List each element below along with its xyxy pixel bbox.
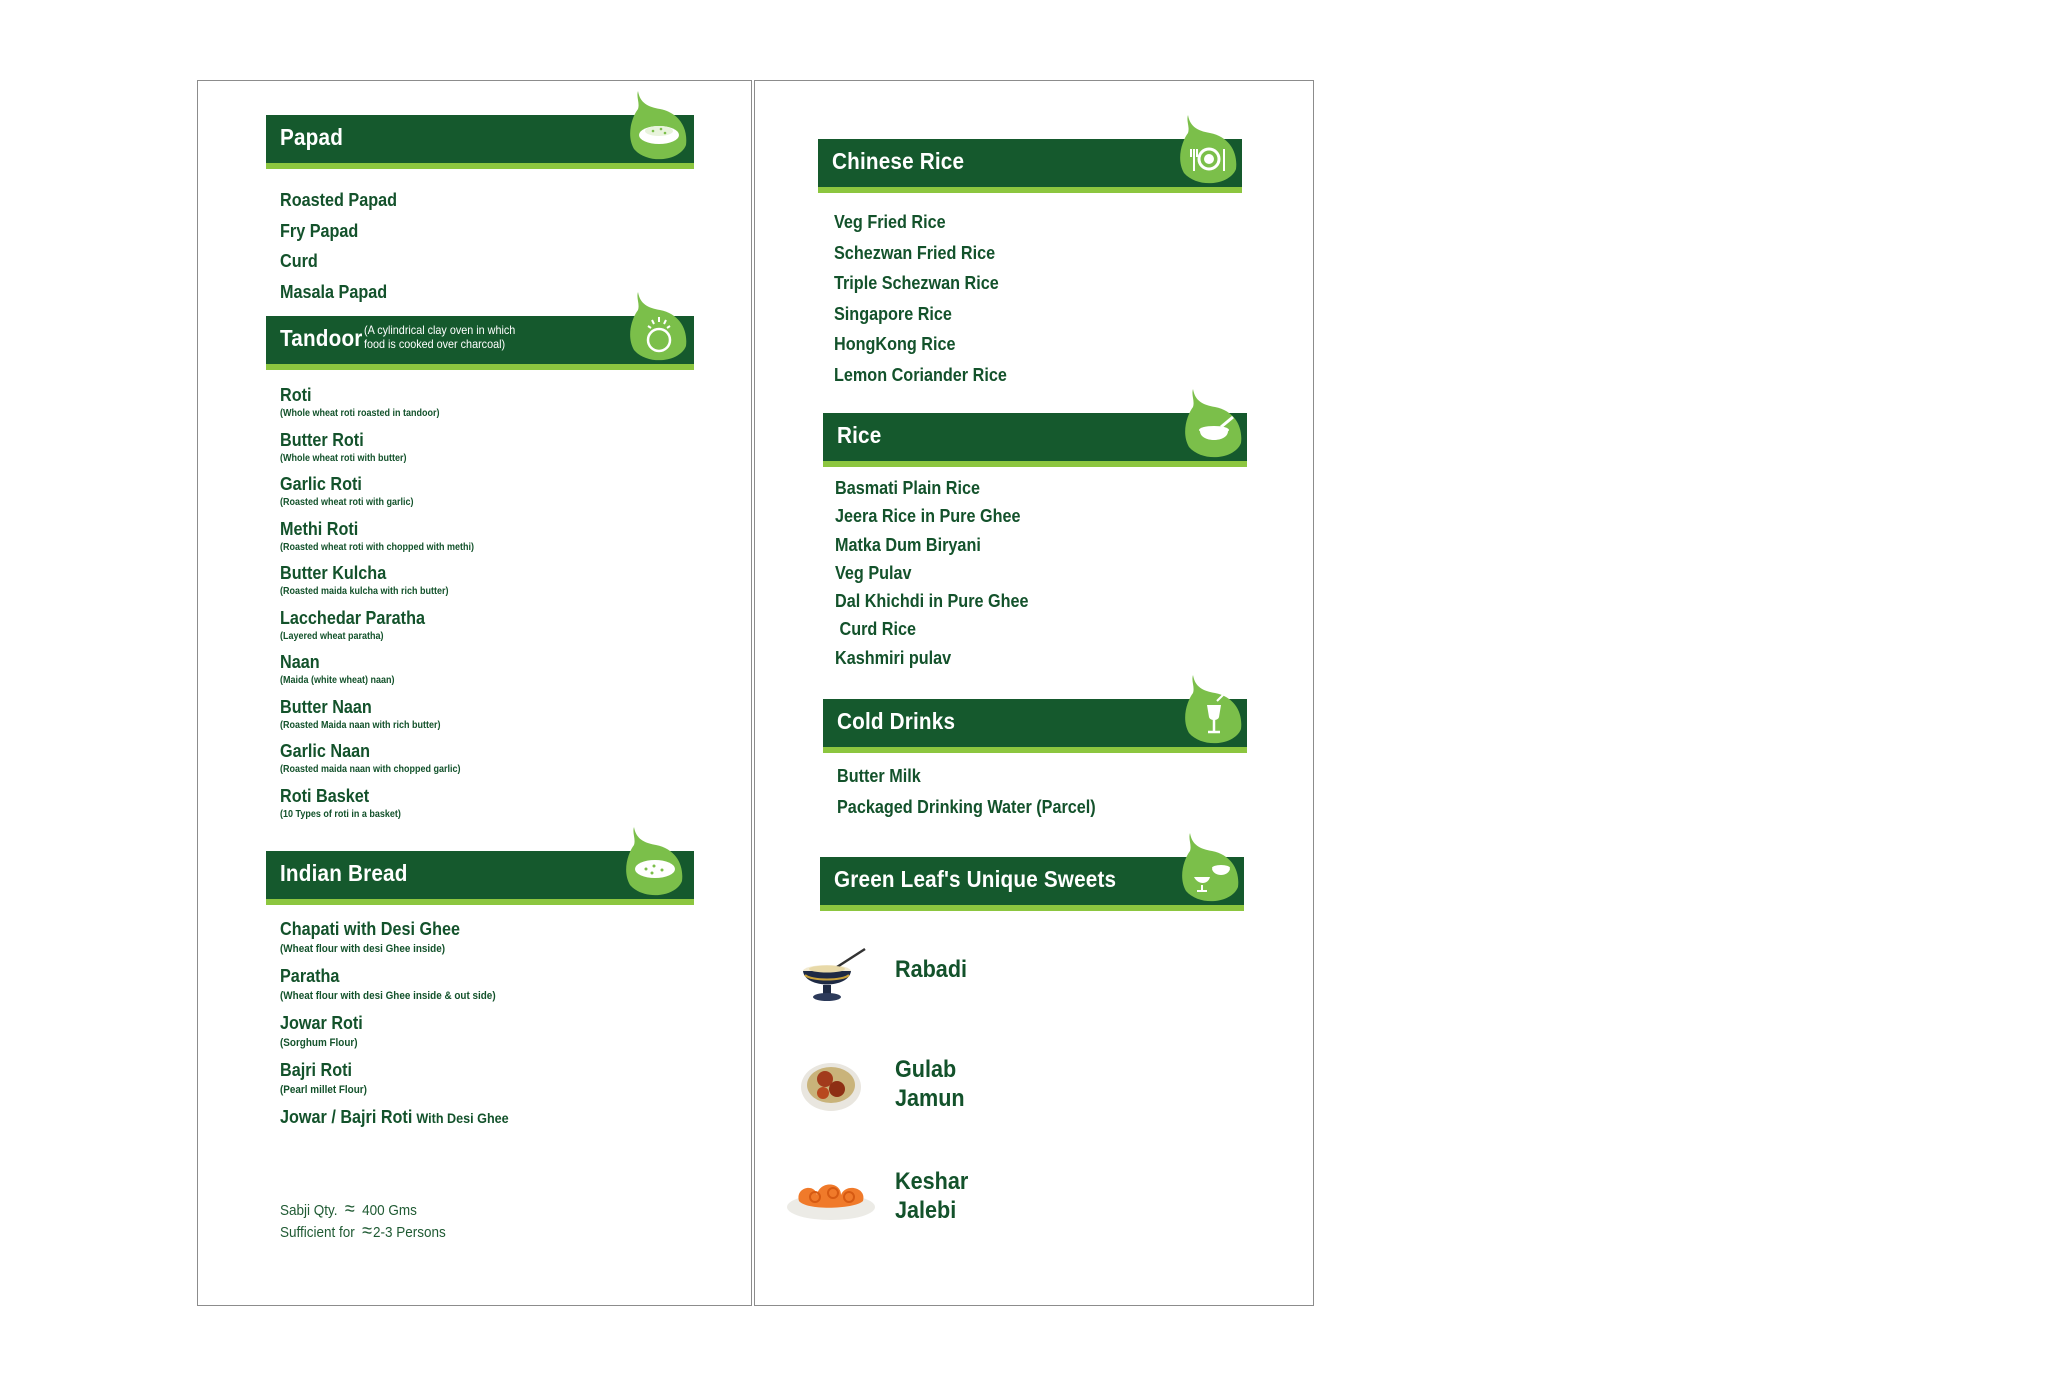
sweet-name: Keshar Jalebi [895,1168,969,1224]
menu-item: Masala Papad [280,281,388,302]
menu-item [280,385,457,419]
item-name: Methi Roti [280,518,359,539]
menu-item: Roasted Papad [280,190,398,210]
item-description: (Wheat flour with desi Ghee inside) [280,943,446,955]
sweet-item [785,929,1145,1019]
note-value: 2-3 Persons [372,1224,446,1241]
item-description: (Roasted wheat roti with chopped with methi) [280,541,475,553]
item-description: (Roasted Maida naan with rich butter) [280,719,441,731]
item-name: Butter Kulcha [280,563,387,583]
menu-item: Packaged Drinking Water (Parcel) [837,796,1096,817]
menu-item: Butter Milk [837,766,921,786]
item-name: Butter Naan [280,696,372,717]
item-name: Jowar Roti [280,1013,363,1033]
item-name: Roti [280,385,312,405]
menu-item [280,1107,509,1128]
portion-note-line1 [280,1199,446,1221]
rice-item-list [835,474,1050,672]
tandoor-description-line1: (A cylindrical clay oven in which [364,323,516,337]
rabadi-bowl-icon [785,929,885,1019]
cold-drinks-item-list [837,761,1124,822]
papad-leaf-icon [628,89,690,165]
menu-item: Matka Dum Biryani [835,534,981,555]
sweets-leaf-icon [1180,831,1242,907]
menu-item: Curd Rice [835,619,917,640]
item-description: (Roasted maida kulcha with rich butter) [280,586,449,597]
note-label: Sabji Qty. [280,1202,338,1219]
menu-item [280,786,414,820]
note-value: 400 Gms [362,1202,417,1219]
item-description: (Maida (white wheat) naan) [280,675,395,686]
menu-page-left [197,80,752,1306]
item-suffix: With Desi Ghee [416,1110,509,1126]
item-name: Bajri Roti [280,1060,353,1080]
menu-page-right [754,80,1314,1306]
tandoor-description-line2: food is cooked over charcoal) [364,337,506,351]
menu-item [280,697,458,731]
section-title: Rice [837,422,882,448]
section-title: Cold Drinks [837,708,956,734]
sweet-item [785,1153,1145,1243]
item-name: Naan [280,652,320,672]
item-name: Roti Basket [280,785,370,806]
item-name: Garlic Roti [280,474,362,494]
item-description: (Roasted maida naan with chopped garlic) [280,764,461,775]
item-name: Butter Roti [280,429,364,450]
papad-item-list [280,185,410,307]
note-label: Sufficient for [280,1224,355,1241]
menu-item: Singapore Rice [834,303,952,324]
menu-item: Veg Fried Rice [834,212,946,232]
tandoor-description [364,323,515,351]
menu-item [280,1013,372,1049]
indian-bread-leaf-icon [624,825,686,901]
menu-item: Triple Schezwan Rice [834,273,999,293]
item-description: (Wheat flour with desi Ghee inside & out side) [280,990,496,1002]
item-description: (Sorghum Flour) [280,1037,358,1049]
rice-leaf-icon [1183,387,1245,463]
menu-item [280,474,428,508]
section-title: Chinese Rice [832,148,965,174]
item-name: Lacchedar Paratha [280,607,425,628]
menu-item: HongKong Rice [834,334,956,354]
section-title: Green Leaf's Unique Sweets [834,866,1117,892]
tandoor-leaf-icon [628,290,690,366]
item-name: Jowar / Bajri Roti [280,1107,413,1127]
menu-item: Veg Pulav [835,562,912,583]
item-description: (Layered wheat paratha) [280,630,384,642]
portion-note [280,1199,446,1243]
menu-item: Curd [280,251,318,271]
item-description: (10 Types of roti in a basket) [280,808,401,820]
section-title: Indian Bread [280,860,408,886]
item-description: (Whole wheat roti with butter) [280,452,407,464]
menu-item: Kashmiri pulav [835,647,952,668]
item-name: Paratha [280,966,340,986]
item-description: (Roasted wheat roti with garlic) [280,497,414,508]
menu-item: Jeera Rice in Pure Ghee [835,506,1021,527]
sweet-name: Rabadi [895,956,968,983]
menu-item [280,1060,377,1096]
menu-item: Dal Khichdi in Pure Ghee [835,591,1029,612]
menu-item [280,652,407,686]
approx-icon: ≈ [362,1220,373,1242]
chinese-rice-item-list [834,207,1026,390]
menu-item [280,563,467,597]
menu-item [280,919,480,955]
menu-item: Lemon Coriander Rice [834,364,1007,385]
item-description: (Whole wheat roti roasted in tandoor) [280,408,440,419]
chinese-rice-leaf-icon [1178,113,1240,189]
portion-note-line2 [280,1221,446,1243]
menu-item: Schezwan Fried Rice [834,242,996,263]
menu-item [280,430,421,464]
section-title: Papad [280,124,344,150]
item-name: Chapati with Desi Ghee [280,919,461,939]
section-title: Tandoor [280,325,363,351]
gulab-jamun-icon [785,1041,885,1131]
menu-item [280,608,441,642]
sweet-item [785,1041,1145,1131]
item-description: (Pearl millet Flour) [280,1084,367,1096]
menu-item [280,519,496,553]
jalebi-plate-icon [785,1153,885,1243]
cold-drinks-leaf-icon [1183,673,1245,749]
item-name: Garlic Naan [280,741,371,761]
menu-item [280,966,520,1002]
menu-item: Fry Papad [280,220,359,241]
sweet-name: Gulab Jamun [895,1056,965,1112]
approx-icon: ≈ [344,1198,355,1220]
menu-item: Basmati Plain Rice [835,478,980,498]
menu-item [280,741,481,775]
